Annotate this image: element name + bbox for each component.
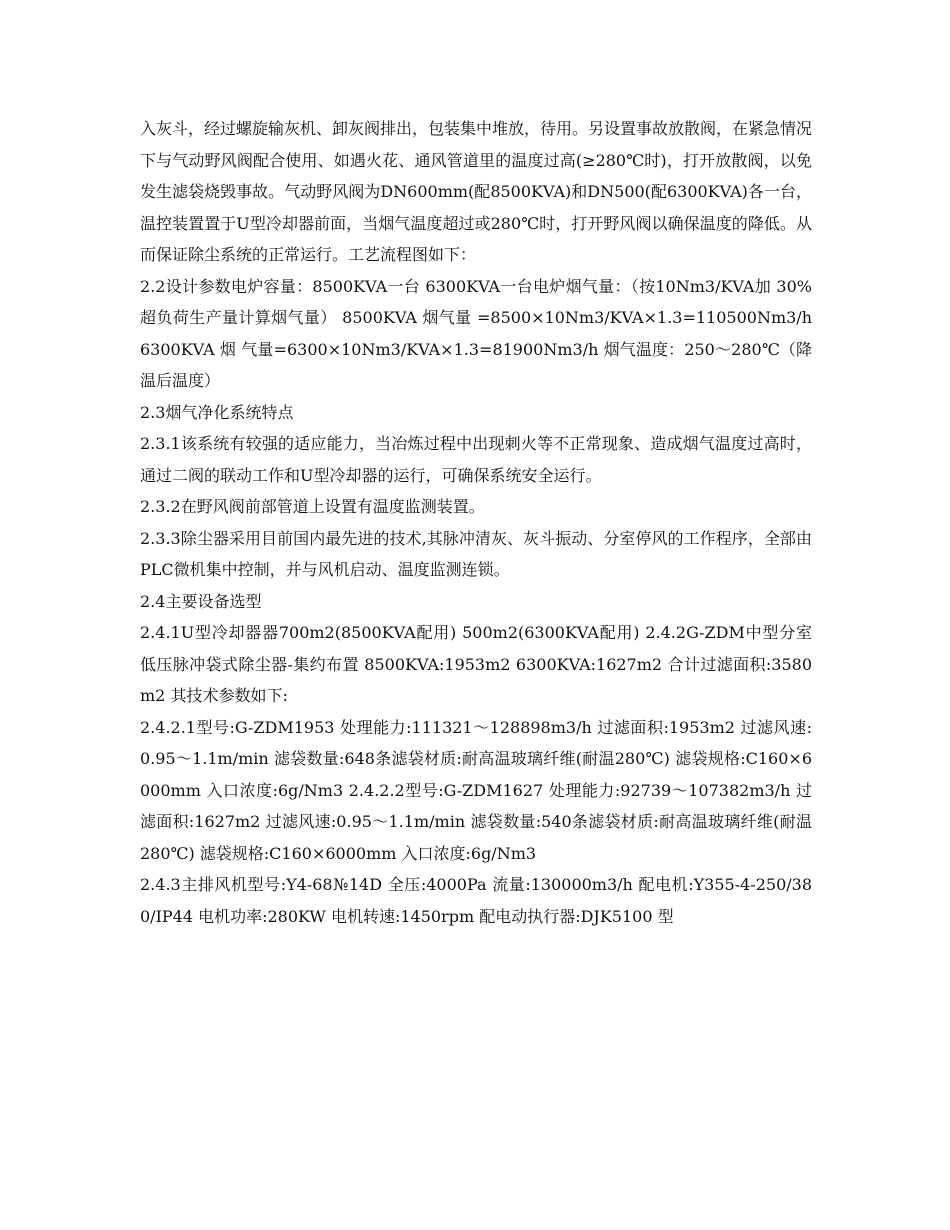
paragraph-2-4-2: 2.4.2.1型号:G-ZDM1953 处理能力:111321～128898m3/h 过滤面积:1953m2 过滤风速:0.95～1.1m/min 滤袋数量:648条滤袋材质:耐高温玻璃纤维(耐温280℃) 滤袋规格:Ⅽ160×6000mm 入口浓度:6g/Nm3 2.4.2.2型号:G-ZDM1627 处理能力:92739～107382m3/h 过滤面积:1627m2 过滤风速:0.95～1.1m/min 滤袋数量:540条滤袋材质:耐高温玻璃纤维(耐温280℃) 滤袋规格:Ⅽ160×6000mm 入口浓度:6g/Nm3: [140, 717, 812, 863]
paragraph-2-4-1: 2.4.1U型冷却器器700m2(8500KVA配用) 500m2(6300KVA配用) 2.4.2G-ZDM中型分室低压脉冲袋式除尘器-集约布置 8500KVA:1953m2 6300KVA:1627m2 合计过滤面积:3580m2 其技术参数如下:: [140, 623, 812, 705]
paragraph-2-3-1: 2.3.1该系统有较强的适应能力，当冶炼过程中出现刺火等不正常现象、造成烟气温度过高时，通过二阀的联动工作和U型冷却器的运行，可确保系统安全运行。: [140, 434, 812, 485]
paragraph-2-3-2: 2.3.2在野风阀前部管道上设置有温度监测装置。: [140, 497, 485, 516]
paragraph-2-3-3: 2.3.3除尘器采用目前国内最先进的技术,其脉冲清灰、灰斗振动、分室停风的工作程序，全部由PLC微机集中控制，并与风机启动、温度监测连锁。: [140, 528, 812, 579]
heading-equipment-selection: 2.4主要设备选型: [140, 591, 262, 611]
heading-system-features: 2.3烟气净化系统特点: [140, 402, 294, 422]
document-body: [140, 113, 812, 932]
paragraph-2-4-3: 2.4.3主排风机型号:Y4-68№14D 全压:4000Pa 流量:130000m3/h 配电机:Y355-4-250/380/IP44 电机功率:280KW 电机转速:1450rpm 配电动执行器:DJK5100 型: [140, 875, 812, 926]
paragraph-intro: 入灰斗，经过螺旋输灰机、卸灰阀排出，包装集中堆放，待用。另设置事故放散阀，在紧急情况下与气动野风阀配合使用、如遇火花、通风管道里的温度过高(≥280℃时)，打开放散阀，以免发生滤袋烧毁事故。气动野风阀为DN600mm(配8500KVA)和DN500(配6300KVA)各一台，温控装置置于U型冷却器前面，当烟气温度超过或280℃时，打开野风阀以确保温度的降低。从而保证除尘系统的正常运行。工艺流程图如下：: [140, 119, 813, 264]
paragraph-design-parameters: 2.2设计参数电炉容量：8500KVA一台 6300KVA一台电炉烟气量：（按10Nm3/KVA加 30% 超负荷生产量计算烟气量） 8500KVA 烟气量 =8500×10Nm3/KVA×1.3=110500Nm3/h 6300KVA 烟 气量=6300×10Nm3/KVA×1.3=81900Nm3/h 烟气温度：250～280℃（降温后温度）: [140, 276, 812, 390]
